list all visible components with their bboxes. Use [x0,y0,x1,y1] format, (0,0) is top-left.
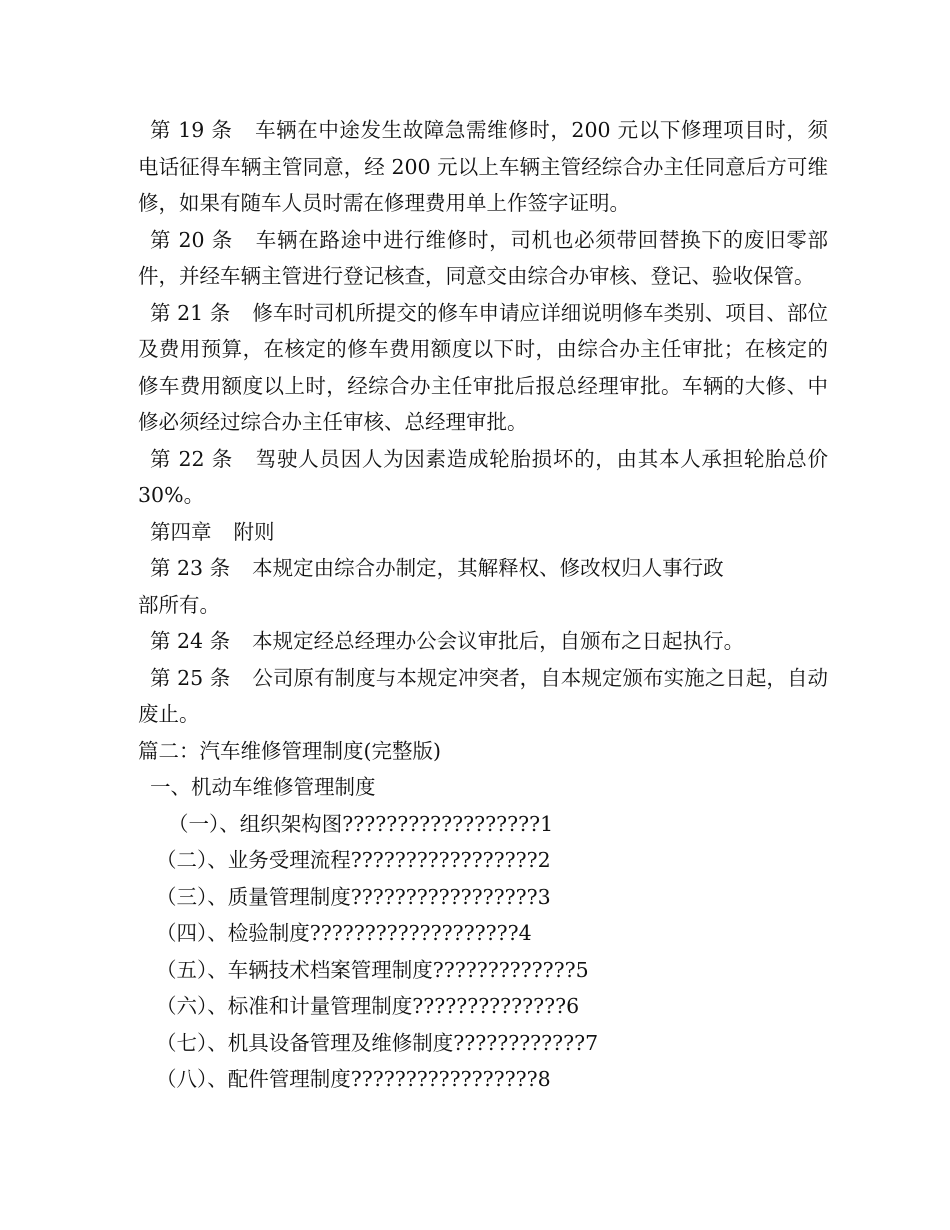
article-number: 第 24 条 [150,629,231,653]
article-text: 公司原有制度与本规定冲突者，自本规定颁布实施之日起，自动废止。 [138,665,828,726]
article-number: 第 25 条 [150,665,231,690]
toc-item: （五）、车辆技术档案管理制度?????????????5 [156,957,589,982]
section-one-title: 一、机动车维修管理制度 [150,775,376,799]
part-two-title: 篇二：汽车维修管理制度(完整版) [138,738,441,763]
article-20 [138,222,828,295]
article-number: 第 20 条 [150,227,234,252]
article-text: 车辆在中途发生故障急需维修时，200 元以下修理项目时，须电话征得车辆主管同意，经 200 元以上车辆主管经综合办主任同意后方可维修，如果有随车人员时需在修理费用单上作签字证明。 [138,118,828,215]
toc-item: （六）、标准和计量管理制度??????????????6 [156,994,580,1018]
article-text-line1: 本规定由综合办制定，其解释权、修改权归人事行政 [252,556,724,580]
table-of-contents [138,806,828,1098]
article-24 [138,623,828,660]
article-number: 第 22 条 [150,446,234,471]
article-number: 第 19 条 [150,118,233,142]
article-21 [138,295,828,441]
article-25 [138,660,828,733]
toc-item: （八）、配件管理制度?????????????????8 [156,1067,551,1091]
article-text: 本规定经总经理办公会议审批后，自颁布之日起执行。 [252,629,745,653]
article-number: 第 23 条 [150,556,231,580]
document-page [138,112,828,1098]
chapter-heading [138,514,828,551]
toc-item: （七）、机具设备管理及维修制度????????????7 [156,1030,599,1055]
toc-item: （四）、检验制度???????????????????4 [156,921,532,945]
article-text: 车辆在路途中进行维修时，司机也必须带回替换下的废旧零部件，并经车辆主管进行登记核查，同意交由综合办审核、登记、验收保管。 [138,227,829,288]
article-19 [138,112,828,222]
toc-item: （一）、组织架构图??????????????????1 [168,811,554,836]
chapter-number: 第四章 [150,519,212,544]
toc-item: （三）、质量管理制度?????????????????3 [156,884,551,909]
toc-item: （二）、业务受理流程?????????????????2 [156,848,551,872]
article-number: 第 21 条 [150,300,231,325]
article-22 [138,441,828,514]
article-text-line2: 部所有。 [138,592,220,617]
article-23 [138,550,828,623]
article-text: 修车时司机所提交的修车申请应详细说明修车类别、项目、部位及费用预算，在核定的修车费用额度以下时，由综合办主任审批；在核定的修车费用额度以上时，经综合办主任审批后报总经理审批。车辆的大修、中修必须经过综合办主任审核、总经理审批。 [138,300,828,434]
chapter-title: 附则 [233,519,275,544]
article-text: 驾驶人员因人为因素造成轮胎损坏的，由其本人承担轮胎总价 30%。 [138,446,829,507]
